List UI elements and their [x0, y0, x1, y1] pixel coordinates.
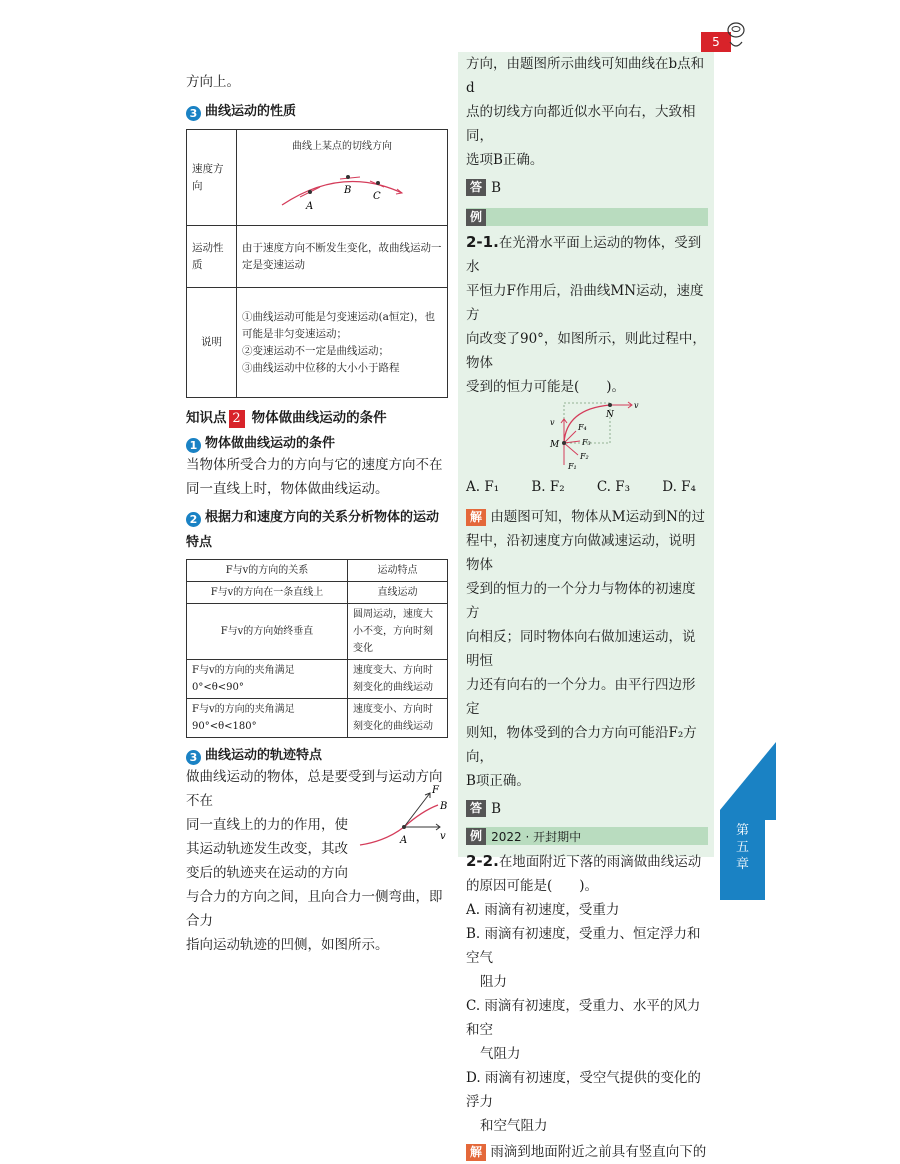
- text-line: 其运动轨迹发生改变，其改: [186, 841, 348, 857]
- answer-row-2: [466, 797, 708, 821]
- velocity-curve-diagram: [242, 157, 442, 217]
- row-label: 速度方向: [187, 130, 237, 226]
- section-number-badge: 3: [186, 750, 201, 765]
- point-label-c: C: [373, 191, 381, 202]
- text-line: 变后的轨迹夹在运动的方向: [186, 865, 348, 881]
- text-line: 平恒力F作用后，沿曲线MN运动，速度方: [466, 283, 704, 323]
- text-line: 在地面附近下落的雨滴做曲线运动: [498, 854, 702, 870]
- option-c: C. 雨滴有初速度，受重力、水平的风力和空: [466, 998, 701, 1038]
- text-line: 向改变了90°，如图所示，则此过程中，物体: [466, 331, 706, 371]
- text-line: 受到的恒力可能是( )。: [466, 379, 626, 395]
- diagram-label-a: A: [400, 835, 408, 846]
- note-line: ③曲线运动中位移的大小小于路程: [242, 361, 400, 374]
- table-cell: 速度变小、方向时刻变化的曲线运动: [348, 699, 448, 738]
- section-title: 物体做曲线运动的条件: [205, 436, 336, 451]
- answer-value: B: [491, 180, 502, 196]
- label-f1: F₁: [568, 462, 577, 471]
- answer-row-1: [466, 176, 708, 200]
- label-f2: F₂: [580, 452, 589, 461]
- diagram-caption: 曲线上某点的切线方向: [292, 141, 392, 152]
- diagram-label-b: B: [440, 801, 448, 812]
- solution-tag: 解: [466, 1144, 486, 1161]
- section-number-badge: 3: [186, 106, 201, 121]
- table-cell: 直线运动: [348, 582, 448, 604]
- text-line: 在光滑水平面上运动的物体，受到水: [466, 235, 702, 275]
- text-line: 力还有向右的一个分力。由平行四边形定: [466, 677, 696, 717]
- text-line: 与合力的方向之间，且向合力一侧弯曲，即合力: [186, 889, 443, 929]
- text-line: 向相反；同时物体向右做加速运动，说明恒: [466, 629, 696, 669]
- section-title: 根据力和速度方向的关系分析物体的运动特点: [186, 510, 440, 550]
- answer-tag: 答: [466, 800, 486, 817]
- text-line: 由题图可知，物体从M运动到N的过: [490, 509, 705, 525]
- label-f3: F₃: [582, 438, 591, 447]
- chapter-char: 第: [735, 823, 749, 838]
- subsection-3-heading: [186, 744, 450, 765]
- option-b: B. 雨滴有初速度，受重力、恒定浮力和空气: [466, 926, 701, 966]
- trajectory-text: [186, 765, 450, 957]
- page-number: 5: [701, 32, 731, 52]
- table-cell: F与v的方向的夹角满足0°<θ<90°: [187, 660, 348, 699]
- table-header: F与v的方向的关系: [187, 560, 348, 582]
- example-source: 2022 · 开封期中: [491, 830, 582, 844]
- section-number-badge: 2: [186, 512, 201, 527]
- velocity-direction-cell: [237, 130, 448, 226]
- chapter-char: 章: [735, 857, 749, 872]
- table-cell: 速度变大、方向时刻变化的曲线运动: [348, 660, 448, 699]
- example-number: 2-1.: [466, 233, 499, 251]
- text-line: 做曲线运动的物体，总是要受到与运动方向不在: [186, 769, 443, 809]
- knowledge-point-label: 知识点: [186, 410, 227, 426]
- example-bar-2: [466, 827, 708, 845]
- label-v-n: v: [634, 401, 639, 410]
- text-line: 选项B正确。: [466, 152, 544, 168]
- point-label-a: A: [306, 201, 314, 212]
- solution-tag: 解: [466, 509, 486, 526]
- point-label-b: B: [344, 185, 352, 196]
- motion-property-cell: 由于速度方向不断发生变化，故曲线运动一定是变速运动: [237, 226, 448, 288]
- curve-property-table: [186, 129, 448, 398]
- section-title: 曲线运动的性质: [205, 104, 297, 119]
- knowledge-point-title: 物体做曲线运动的条件: [251, 410, 387, 426]
- example-tag: 例: [466, 828, 486, 845]
- diagram-label-v: v: [440, 831, 446, 842]
- example-2-2: [466, 849, 708, 1138]
- subsection-1-text: 当物体所受合力的方向与它的速度方向不在同一直线上时，物体做曲线运动。: [186, 457, 443, 497]
- option-d: D. 雨滴有初速度，受空气提供的变化的浮力: [466, 1070, 701, 1110]
- option-d: D. F₄: [662, 479, 696, 495]
- section-title: 曲线运动的轨迹特点: [205, 748, 323, 763]
- option-c-cont: 气阻力: [480, 1046, 521, 1062]
- pin-icon: [726, 20, 748, 56]
- chapter-char: 五: [735, 840, 749, 855]
- example-2-1-options: [466, 475, 696, 499]
- solution-2-2: [466, 1140, 708, 1164]
- table-cell: F与v的方向的夹角满足90°<θ<180°: [187, 699, 348, 738]
- example-2-1: [466, 230, 708, 399]
- section-3-heading: [186, 100, 450, 121]
- text-line: 雨滴到地面附近之前具有竖直向下的: [490, 1144, 707, 1160]
- note-line: ①曲线运动可能是匀变速运动(a恒定)，也可能是非匀变速运动；: [242, 310, 435, 340]
- knowledge-point-number: 2: [229, 410, 245, 428]
- table-cell: 圆周运动，速度大小不变，方向时刻变化: [348, 604, 448, 660]
- label-n: N: [606, 410, 614, 420]
- row-label: 说明: [187, 288, 237, 398]
- intro-text: 方向上。: [186, 74, 240, 90]
- option-a: A. 雨滴有初速度，受重力: [466, 902, 620, 918]
- table-cell: F与v的方向始终垂直: [187, 604, 348, 660]
- chapter-tab-ribbon: [718, 740, 778, 820]
- answer-value: B: [491, 801, 502, 817]
- option-a: A. F₁: [466, 479, 500, 495]
- option-b-cont: 阻力: [480, 974, 507, 990]
- section-number-badge: 1: [186, 438, 201, 453]
- option-c: C. F₃: [596, 479, 631, 495]
- label-v-m: v: [550, 418, 555, 427]
- previous-solution-text: [466, 52, 708, 172]
- right-column: [466, 52, 708, 1164]
- text-line: B项正确。: [466, 773, 530, 789]
- option-d-cont: 和空气阻力: [480, 1118, 548, 1134]
- trajectory-diagram: [356, 783, 450, 859]
- text-line: 则知，物体受到的合力方向可能沿F₂方向，: [466, 725, 697, 765]
- text-line: 程中，沿初速度方向做减速运动，说明物体: [466, 533, 696, 573]
- example-tag: 例: [466, 209, 486, 226]
- note-line: ②变速运动不一定是曲线运动；: [242, 344, 389, 357]
- text-line: 受到的恒力的一个分力与物体的初速度方: [466, 581, 696, 621]
- answer-tag: 答: [466, 179, 486, 196]
- table-cell: F与v的方向在一条直线上: [187, 582, 348, 604]
- text-line: 方向，由题图所示曲线可知曲线在b点和d: [466, 56, 705, 96]
- label-f4: F₄: [578, 423, 587, 432]
- subsection-1-heading: [186, 432, 450, 453]
- table-header: 运动特点: [348, 560, 448, 582]
- diagram-label-f: F: [432, 785, 439, 796]
- text-line: 的原因可能是( )。: [466, 878, 599, 894]
- example-bar-1: [466, 208, 708, 226]
- notes-cell: [237, 288, 448, 398]
- left-column: [186, 70, 450, 957]
- option-b: B. F₂: [531, 479, 565, 495]
- row-label: 运动性质: [187, 226, 237, 288]
- example-number: 2-2.: [466, 852, 499, 870]
- chapter-tab: [720, 810, 765, 900]
- subsection-2-heading: [186, 505, 450, 555]
- text-line: 指向运动轨迹的凹侧，如图所示。: [186, 937, 389, 953]
- text-line: 点的切线方向都近似水平向右，大致相同，: [466, 104, 696, 144]
- solution-2-1: [466, 505, 708, 793]
- text-line: 同一直线上的力的作用，使: [186, 817, 348, 833]
- force-diagram: [536, 399, 666, 471]
- label-m: M: [550, 440, 560, 450]
- force-velocity-table: [186, 559, 448, 738]
- knowledge-point-heading: [186, 406, 450, 428]
